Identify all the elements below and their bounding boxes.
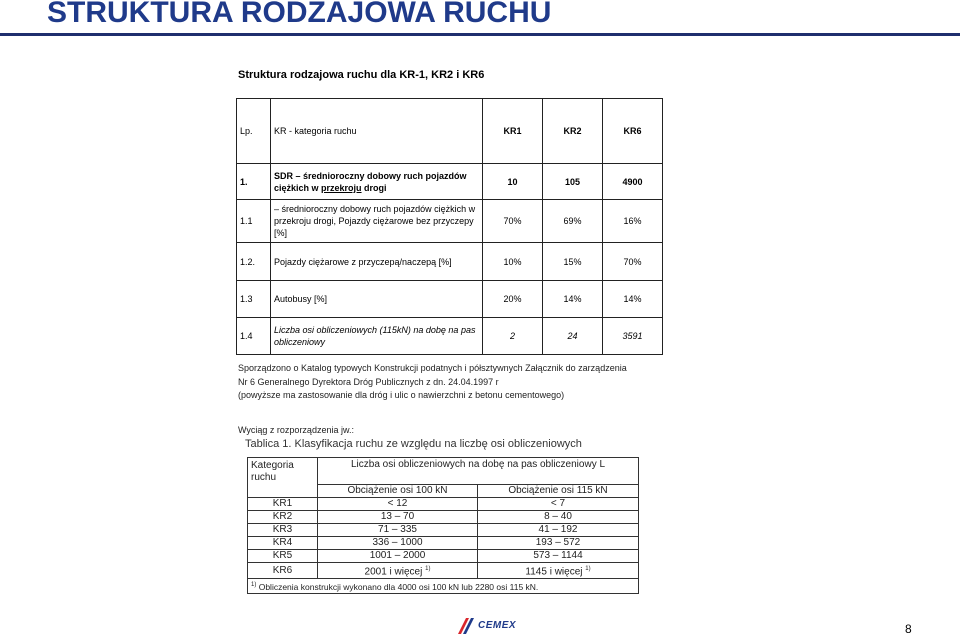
row-v115 xyxy=(478,563,639,579)
row-desc: Autobusy [%] xyxy=(271,281,483,318)
row-kr2: 69% xyxy=(543,200,603,243)
row-desc: – średnioroczny dobowy ruch pojazdów ciężkich w przekroju drogi, Pojazdy ciężarowe bez przyczepy [%] xyxy=(271,200,483,243)
footnote-ref: 1) xyxy=(425,566,431,572)
page-number: 8 xyxy=(905,622,912,636)
slide-title: STRUKTURA RODZAJOWA RUCHU xyxy=(47,0,552,29)
classification-header-row xyxy=(248,458,639,485)
table-row xyxy=(237,281,663,318)
table-row xyxy=(248,511,639,524)
row-v100: 1001 – 2000 xyxy=(318,550,478,563)
row-kr6: 16% xyxy=(603,200,663,243)
logo-text: CEMEX xyxy=(478,620,517,631)
row-cat: KR2 xyxy=(248,511,318,524)
row-kr1: 20% xyxy=(483,281,543,318)
header-category: KR - kategoria ruchu xyxy=(271,99,483,164)
row-v100: 13 – 70 xyxy=(318,511,478,524)
row-kr6: 14% xyxy=(603,281,663,318)
row-desc: Pojazdy ciężarowe z przyczepą/naczepą [%] xyxy=(271,243,483,281)
row-v100-value: 2001 i więcej xyxy=(364,566,423,578)
row-lp: 1.2. xyxy=(237,243,271,281)
table-row xyxy=(248,498,639,511)
table-row xyxy=(248,563,639,579)
table-row xyxy=(237,318,663,355)
cemex-logo-mark-icon xyxy=(458,618,480,634)
table-caption: Tablica 1. Klasyfikacja ruchu ze względu na liczbę osi obliczeniowych xyxy=(245,438,582,450)
row-v115: 573 – 1144 xyxy=(478,550,639,563)
row-kr6: 4900 xyxy=(603,164,663,200)
footnote-row xyxy=(248,579,639,594)
source-note xyxy=(238,362,627,403)
row-kr2: 105 xyxy=(543,164,603,200)
row-desc-pre: ciężkich w xyxy=(274,182,322,193)
row-lp: 1.4 xyxy=(237,318,271,355)
table-header-row xyxy=(237,99,663,164)
cemex-logo xyxy=(458,618,522,636)
table-row xyxy=(248,524,639,537)
header-kr6: KR6 xyxy=(603,99,663,164)
row-cat: KR3 xyxy=(248,524,318,537)
header-load100: Obciążenie osi 100 kN xyxy=(318,485,478,498)
traffic-structure-table xyxy=(236,98,663,355)
excerpt-label: Wyciąg z rozporządzenia jw.: xyxy=(238,425,354,435)
row-v115: 193 – 572 xyxy=(478,537,639,550)
row-v115: 41 – 192 xyxy=(478,524,639,537)
header-load115: Obciążenie osi 115 kN xyxy=(478,485,639,498)
row-lp: 1. xyxy=(237,164,271,200)
header-kr1: KR1 xyxy=(483,99,543,164)
source-note-line: Nr 6 Generalnego Dyrektora Dróg Publicznych z dn. 24.04.1997 r xyxy=(238,376,499,387)
row-kr1: 70% xyxy=(483,200,543,243)
row-v100: 71 – 335 xyxy=(318,524,478,537)
footnote-text: Obliczenia konstrukcji wykonano dla 4000 osi 100 kN lub 2280 osi 115 kN. xyxy=(258,582,539,593)
row-kr2: 24 xyxy=(543,318,603,355)
footnote xyxy=(248,579,639,594)
table-row xyxy=(248,537,639,550)
row-desc xyxy=(271,164,483,200)
row-lp: 1.1 xyxy=(237,200,271,243)
table-row xyxy=(237,243,663,281)
row-lp: 1.3 xyxy=(237,281,271,318)
row-cat: KR5 xyxy=(248,550,318,563)
row-kr2: 15% xyxy=(543,243,603,281)
source-note-line: (powyższe ma zastosowanie dla dróg i ulic o nawierzchni z betonu cementowego) xyxy=(238,390,565,400)
row-v100: 336 – 1000 xyxy=(318,537,478,550)
row-v115-value: 1145 i więcej xyxy=(525,566,583,578)
header-lp: Lp. xyxy=(237,99,271,164)
footnote-ref: 1) xyxy=(585,566,591,572)
header-kr2: KR2 xyxy=(543,99,603,164)
row-kr1: 10% xyxy=(483,243,543,281)
row-kr6: 70% xyxy=(603,243,663,281)
row-v115: 8 – 40 xyxy=(478,511,639,524)
row-kr1: 10 xyxy=(483,164,543,200)
row-desc: Liczba osi obliczeniowych (115kN) na dobę na pas obliczeniowy xyxy=(271,318,483,355)
row-desc-line1: SDR – średnioroczny dobowy ruch pojazdów xyxy=(274,170,467,181)
source-note-line: Sporządzono o Katalog typowych Konstrukcji podatnych i półsztywnych Załącznik do zarządzenia xyxy=(238,363,627,373)
row-cat: KR1 xyxy=(248,498,318,511)
title-divider xyxy=(0,33,960,36)
classification-table xyxy=(247,457,639,594)
footnote-mark: 1) xyxy=(251,582,257,589)
row-cat: KR4 xyxy=(248,537,318,550)
row-desc-underlined: przekroju xyxy=(321,182,362,193)
row-cat: KR6 xyxy=(248,563,318,579)
table-row xyxy=(237,200,663,243)
table-row xyxy=(237,164,663,200)
row-v115: < 7 xyxy=(478,498,639,511)
row-desc-post: drogi xyxy=(361,182,387,193)
row-v100: < 12 xyxy=(318,498,478,511)
row-v100 xyxy=(318,563,478,579)
row-kr1: 2 xyxy=(483,318,543,355)
section-title: Struktura rodzajowa ruchu dla KR-1, KR2 i KR6 xyxy=(238,69,485,81)
header-axles-title: Liczba osi obliczeniowych na dobę na pas obliczeniowy L xyxy=(318,458,639,485)
header-category: Kategoria ruchu xyxy=(248,458,318,498)
row-kr2: 14% xyxy=(543,281,603,318)
row-kr6: 3591 xyxy=(603,318,663,355)
table-row xyxy=(248,550,639,563)
